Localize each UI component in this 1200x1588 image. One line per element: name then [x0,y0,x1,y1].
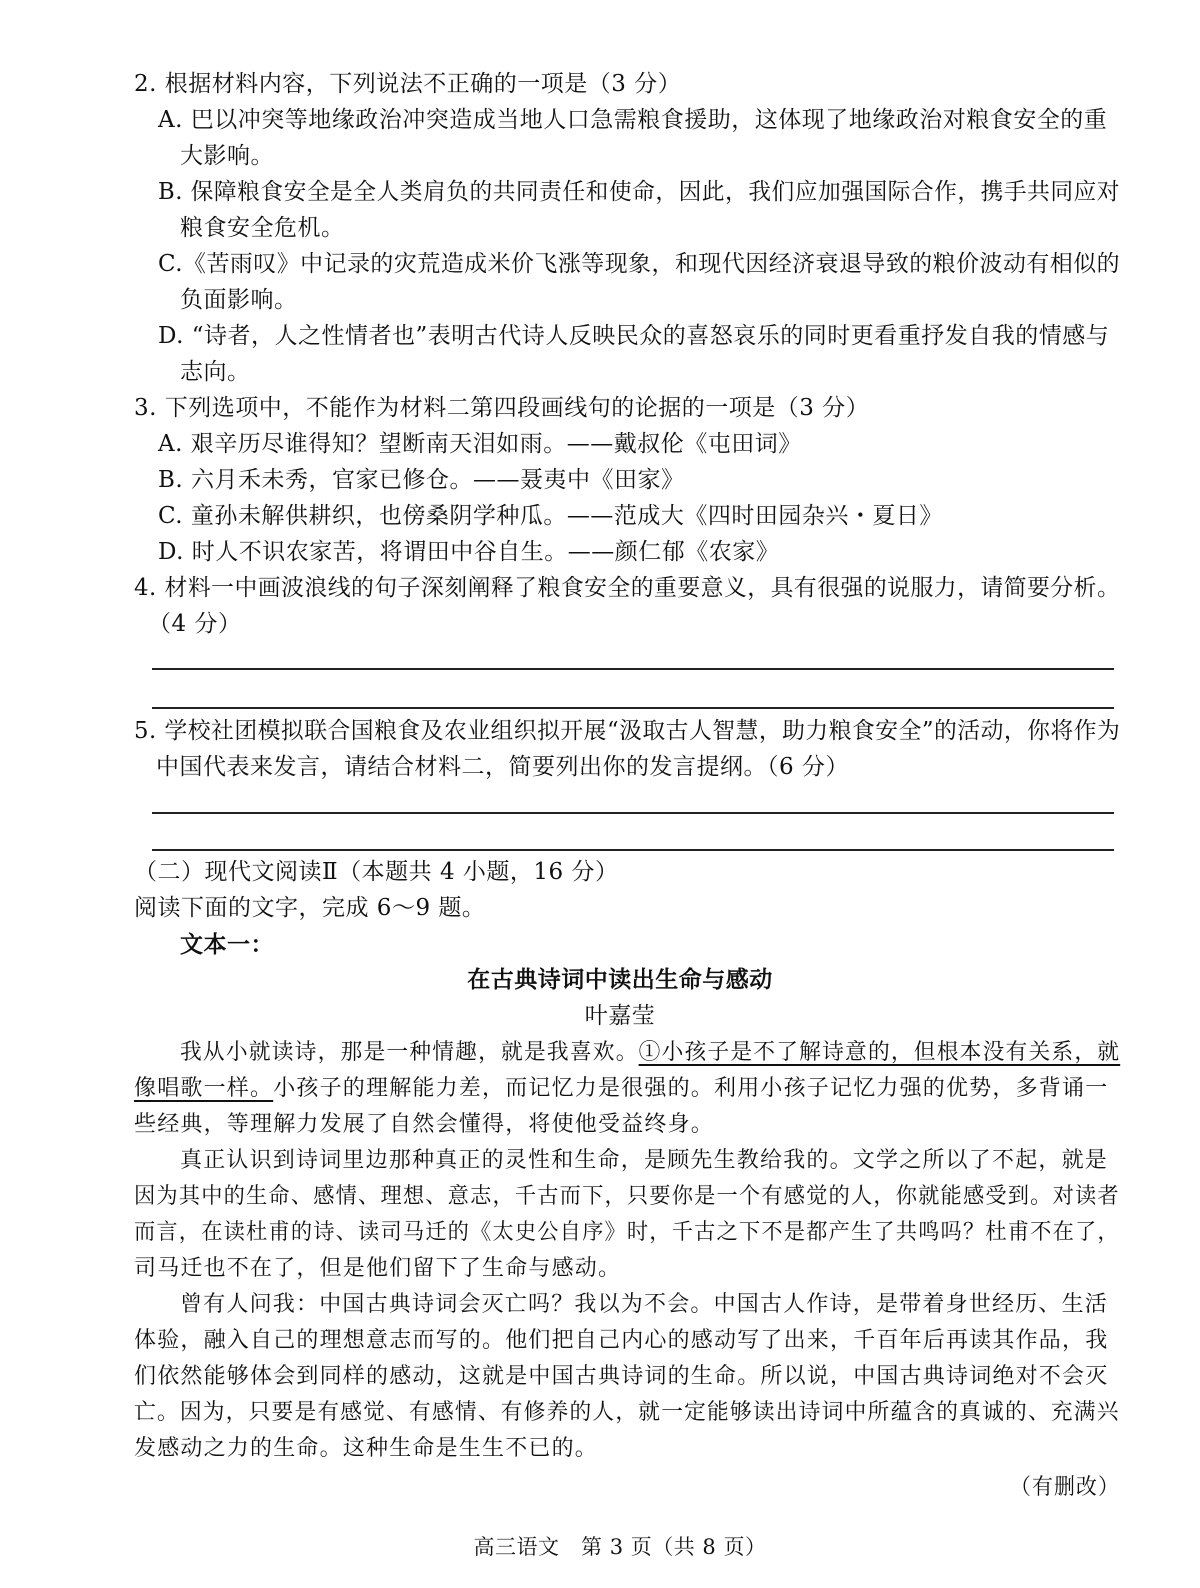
q5-stem: 5. 学校社团模拟联合国粮食及农业组织拟开展“汲取古人智慧，助力粮食安全”的活动，你将作为 [134,718,1121,744]
article-paragraph-1-line-1 [180,1038,1120,1068]
q2-option-d-cont: 志向。 [180,359,251,385]
article-author: 叶嘉莹 [584,1003,656,1029]
q4-stem: 4. 材料一中画波浪线的句子深刻阐释了粮食安全的重要意义，具有很强的说服力，请简要分析。 [134,575,1121,601]
q4-answer-line-1[interactable] [152,668,1114,670]
q5-stem-cont: 中国代表来发言，请结合材料二，简要列出你的发言提纲。（6 分） [156,754,849,780]
article-paragraph-3-line-2: 体验，融入自己的理想意志而写的。他们把自己内心的感动写了出来，千百年后再读其作品，我 [134,1328,1109,1353]
q2-option-d: D. “诗者，人之性情者也”表明古代诗人反映民众的喜怒哀乐的同时更看重抒发自我的情感与 [158,323,1110,349]
underlined-sentence-1-part-1: ①小孩子是不了解诗意的，但根本没有关系，就 [638,1040,1121,1065]
article-paragraph-3-line-4: 亡。因为，只要是有感觉、有感情、有修养的人，就一定能够读出诗词中所蕴含的真诚的、充满兴 [134,1400,1120,1425]
q5-answer-line-2[interactable] [152,849,1114,851]
article-paragraph-1-line-3: 些经典，等理解力发展了自然会懂得，将使他受益终身。 [134,1112,715,1137]
q5-answer-line-1[interactable] [152,812,1114,814]
section-heading: （二）现代文阅读Ⅱ（本题共 4 小题，16 分） [134,859,619,885]
article-paragraph-2-line-2: 因为其中的生命、感情、理想、意志，千古而下，只要你是一个有感觉的人，你就能感受到。对读者 [134,1184,1120,1209]
q3-option-c: C. 童孙未解供耕织，也傍桑阴学种瓜。——范成大《四时田园杂兴・夏日》 [158,503,943,529]
q3-option-b: B. 六月禾未秀，官家已修仓。——聂夷中《田家》 [158,467,685,493]
q2-stem: 2. 根据材料内容，下列说法不正确的一项是（3 分） [134,71,682,97]
q4-answer-line-2[interactable] [152,707,1114,709]
q4-score: （4 分） [148,611,242,637]
q2-option-c: C.《苦雨叹》中记录的灾荒造成米价飞涨等现象，和现代因经济衰退导致的粮价波动有相似的 [158,251,1121,277]
q3-option-d: D. 时人不识农家苦，将谓田中谷自生。——颜仁郁《农家》 [158,539,780,565]
paragraph-1-cont: 小孩子的理解能力差，而记忆力是很强的。利用小孩子记忆力强的优势，多背诵一 [273,1076,1109,1101]
paragraph-1-intro: 我从小就读诗，那是一种情趣，就是我喜欢。 [180,1040,639,1065]
article-paragraph-2-line-1: 真正认识到诗词里边那种真正的灵性和生命，是顾先生教给我的。文学之所以了不起，就是 [180,1148,1109,1173]
q2-option-c-cont: 负面影响。 [180,287,298,313]
q2-option-a-cont: 大影响。 [180,143,274,169]
page-footer: 高三语文 第 3 页（共 8 页） [473,1535,767,1559]
q3-option-a: A. 艰辛历尽谁得知？望断南天泪如雨。——戴叔伦《屯田词》 [158,431,802,457]
q3-stem: 3. 下列选项中，不能作为材料二第四段画线句的论据的一项是（3 分） [134,395,870,421]
article-title: 在古典诗词中读出生命与感动 [467,966,773,993]
text-one-label: 文本一： [180,931,274,958]
article-paragraph-3-line-5: 发感动之力的生命。这种生命是生生不已的。 [134,1436,599,1461]
article-paragraph-3-line-1: 曾有人问我：中国古典诗词会灭亡吗？我以为不会。中国古人作诗，是带着身世经历、生活 [180,1292,1109,1317]
abridged-note: （有删改） [1010,1475,1121,1500]
article-paragraph-1-line-2 [134,1074,1108,1104]
article-paragraph-3-line-3: 们依然能够体会到同样的感动，这就是中国古典诗词的生命。所以说，中国古典诗词绝对不会灭 [134,1364,1109,1389]
q2-option-b: B. 保障粮食安全是全人类肩负的共同责任和使命，因此，我们应加强国际合作，携手共同应对 [158,179,1121,205]
article-paragraph-2-line-4: 司马迁也不在了，但是他们留下了生命与感动。 [134,1256,622,1281]
underlined-sentence-1-part-2: 像唱歌一样。 [134,1076,274,1101]
q2-option-a: A. 巴以冲突等地缘政治冲突造成当地人口急需粮食援助，这体现了地缘政治对粮食安全的重 [158,107,1108,133]
article-paragraph-2-line-3: 而言，在读杜甫的诗、读司马迁的《太史公自序》时，千古之下不是都产生了共鸣吗？杜甫不在了， [134,1220,1120,1245]
section-instruction: 阅读下面的文字，完成 6～9 题。 [134,895,486,921]
q2-option-b-cont: 粮食安全危机。 [180,215,345,241]
